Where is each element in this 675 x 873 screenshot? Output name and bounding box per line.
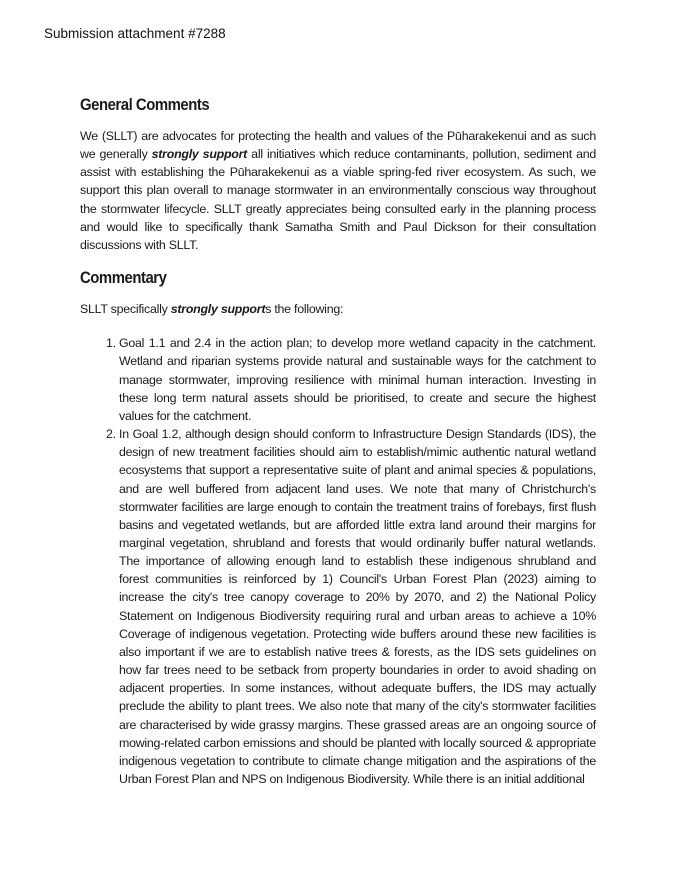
commentary-intro-emphasis: strongly support	[170, 302, 266, 317]
commentary-intro	[80, 300, 596, 318]
commentary-list	[80, 334, 596, 788]
commentary-intro-text-2: s the following:	[265, 302, 344, 317]
commentary-intro-text-1: SLLT specifically	[80, 302, 171, 317]
general-comments-emphasis: strongly support	[151, 147, 248, 162]
document-body	[80, 94, 596, 788]
general-comments-heading: General Comments	[80, 96, 210, 114]
commentary-list-item-2: 2. In Goal 1.2, although design should conform to Infrastructure Design Standards (IDS), the design of new treatment facilities should aim to establish/mimic authentic natural wetland ecosystems that support a representative suite of plant and animal species & populations, and are well buffered from adjacent land uses. We note that many of Christchurch's stormwater facilities are large enough to contain the treatment trains of forebays, first flush basins and vegetated wetlands, but are afforded little extra land around their margins for marginal vegetation, shrubland and forests that would ordinarily buffer natural wetlands. The importance of allowing enough land to establish these indigenous shrubland and forest communities is reinforced by 1) Council's Urban Forest Plan (2023) aiming to increase the city's tree canopy coverage to 20% by 2070, and 2) the National Policy Statement on Indigenous Biodiversity requiring rural and urban areas to achieve a 10% Coverage of indigenous vegetation. Protecting wide buffers around these new facilities is also important if we are to establish native trees & forests, as the IDS sets guidelines on how far trees need to be setback from property boundaries in order to avoid shading on adjacent properties. In some instances, without adequate buffers, the IDS may actually preclude the ability to plant trees. We also note that many of the city's stormwater facilities are characterised by wide grassy margins. These grassed areas are an ongoing source of mowing-related carbon emissions and should be planted with locally sourced & appropriate indigenous vegetation to contribute to climate change mitigation and the aspirations of the Urban Forest Plan and NPS on Indigenous Biodiversity. While there is an initial additional	[119, 425, 596, 788]
general-comments-text-2: all initiatives which reduce contaminants, pollution, sediment and assist with establishing the Pūharakekenui as a viable spring-fed river ecosystem. As such, we support this plan overall to manage stormwater in an environmentally conscious way throughout the stormwater lifecycle. SLLT greatly appreciates being consulted early in the planning process and would like to specifically thank Samatha Smith and Paul Dickson for their consultation discussions with SLLT.	[80, 147, 597, 252]
commentary-list-item-1: 1. Goal 1.1 and 2.4 in the action plan; to develop more wetland capacity in the catchment. Wetland and riparian systems provide natural and sustainable ways for the catchment to manage stormwater, improving resilience with minimal human interaction. Investing in these long term natural assets should be prioritised, to create and secure the highest values for the catchment.	[119, 334, 596, 425]
general-comments-paragraph	[80, 127, 596, 254]
general-comments-text-1: We (SLLT) are advocates for protecting the health and values of the Pūharakekenui and as such we generally	[80, 129, 596, 162]
submission-attachment-label: Submission attachment #7288	[44, 26, 226, 41]
commentary-heading: Commentary	[80, 269, 167, 288]
